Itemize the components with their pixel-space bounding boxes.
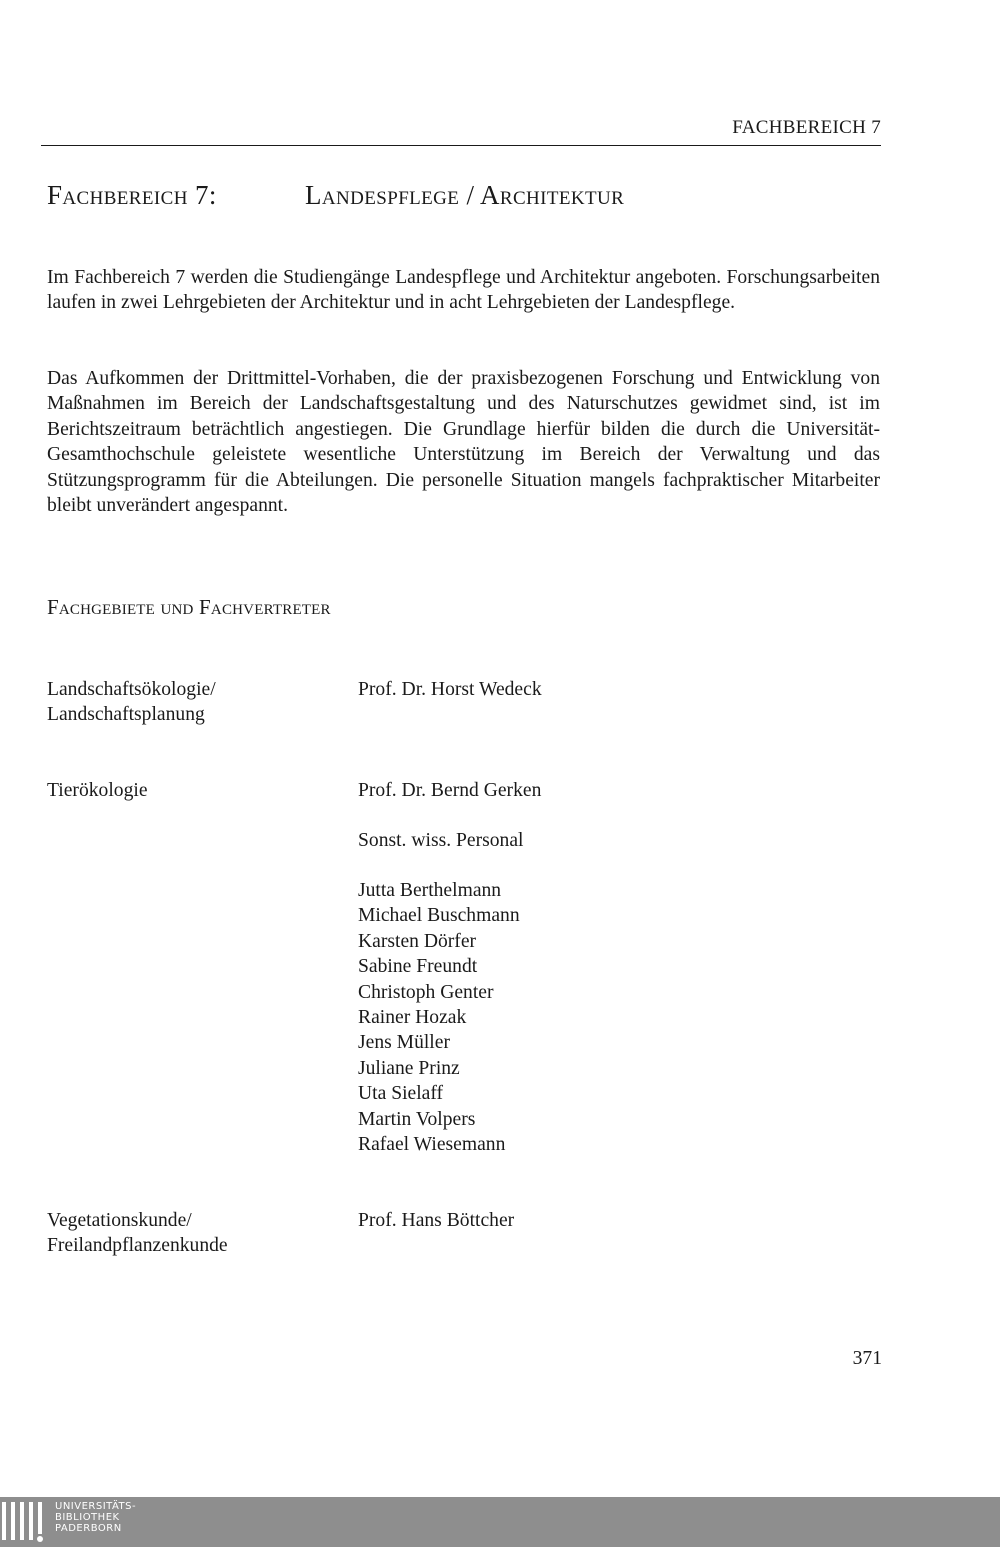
staff-member: Uta Sielaff — [358, 1083, 444, 1105]
staff-member: Rafael Wiesemann — [358, 1134, 506, 1156]
library-name-line: UNIVERSITÄTS- — [55, 1501, 137, 1512]
staff-member: Martin Volpers — [358, 1108, 476, 1130]
entry-field-tieroekologie: Tierökologie — [47, 780, 148, 801]
funding-paragraph: Das Aufkommen der Drittmittel-Vorhaben, die der praxisbezogenen Forschung und Entwicklung von Maßnahmen im Bereich der Landschaftsgestaltung und des Naturschutzes gewidmet sind, ist im Berichtszeitraum beträchtlich angestiegen. Die Grundlage hierfür bilden die durch die Universität-Gesamthochschule geleistete wesentliche Unterstützung im Bereich der Verwaltung und das Stützungsprogramm für die Abteilungen. Die personelle Situation mangels fachpraktischer Mitarbeiter bleibt unverändert angespannt. — [47, 368, 880, 517]
entry-person-gerken: Prof. Dr. Bernd Gerken — [358, 780, 542, 801]
section-heading: Fachgebiete und Fachvertreter — [47, 595, 331, 619]
entry-field-line: Landschaftsökologie/ — [47, 679, 216, 700]
intro-paragraph: Im Fachbereich 7 werden die Studiengänge Landespflege und Architektur angeboten. Forschungsarbeiten laufen in zwei Lehrgebieten der Architektur und in acht Lehrgebieten der Landespflege. — [47, 267, 880, 314]
staff-member: Christoph Genter — [358, 981, 494, 1003]
entry-field-line: Vegetationskunde/ — [47, 1210, 192, 1231]
entry-field-line: Landschaftsplanung — [47, 704, 205, 726]
staff-member: Juliane Prinz — [358, 1057, 460, 1079]
entry-field-landschaftsoekologie — [47, 677, 216, 728]
entry-person-wedeck: Prof. Dr. Horst Wedeck — [358, 679, 542, 700]
staff-member: Rainer Hozak — [358, 1007, 467, 1029]
chapter-label: Fachbereich 7: — [47, 180, 217, 210]
library-name — [55, 1501, 136, 1534]
entry-field-line: Freilandpflanzenkunde — [47, 1235, 228, 1257]
library-name-line: BIBLIOTHEK — [55, 1512, 120, 1523]
library-logo-icon — [0, 1500, 48, 1544]
staff-list — [358, 878, 520, 1157]
staff-label: Sonst. wiss. Personal — [358, 830, 524, 851]
library-name-line: PADERBORN — [55, 1523, 122, 1534]
entry-field-vegetationskunde — [47, 1208, 228, 1259]
header-rule — [41, 145, 881, 146]
staff-member: Jens Müller — [358, 1032, 450, 1054]
staff-member: Karsten Dörfer — [358, 930, 477, 952]
chapter-title — [47, 180, 625, 211]
library-footer-bar — [0, 1497, 1000, 1547]
chapter-subject: Landespflege / Architektur — [305, 180, 625, 210]
staff-member: Michael Buschmann — [358, 905, 520, 927]
entry-person-boettcher: Prof. Hans Böttcher — [358, 1210, 515, 1231]
running-head: FACHBEREICH 7 — [732, 117, 881, 138]
staff-member: Sabine Freundt — [358, 956, 478, 978]
page-number: 371 — [852, 1348, 882, 1369]
staff-member: Jutta Berthelmann — [358, 880, 502, 901]
